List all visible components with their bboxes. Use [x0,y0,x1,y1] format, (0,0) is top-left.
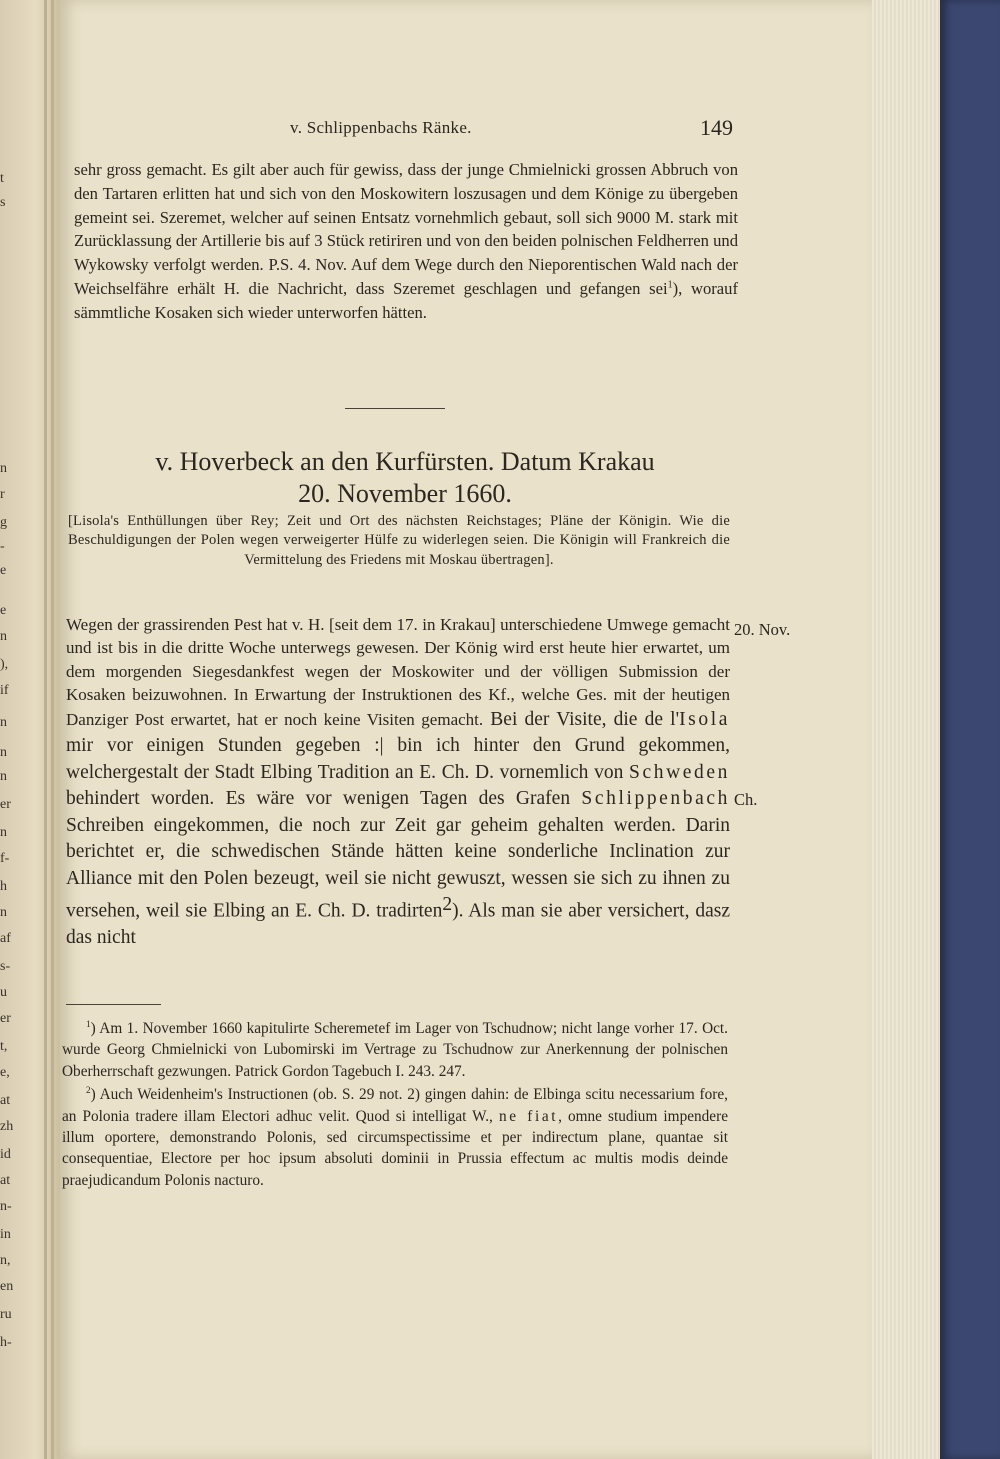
page-number: 149 [700,115,733,140]
letter-quote-c: behindert worden. Es wäre vor wenigen Tagen des Grafen [66,788,582,810]
left-page-fragment: n [0,769,7,784]
letter-summary-text: Wegen der grassirenden Pest hat v. H. [seit dem 17. in Krakau] unterschiedene Umwege gemacht und ist bis in die dritte Woche unterwegs gewesen. Der König wird erst heute hier erwartet, um dem morgenden Siegesdankfest wegen der Moskowiter und der völligen Submission der Kosaken beizuwohnen. In Erwartung der Instruktionen des Kf., welche Ges. mit der heutigen Danziger Post erwartet, hat er noch keine Visiten gemacht. [66,615,730,729]
footnote-2-mark: 2 [86,1085,91,1096]
left-page-fragment: g [0,515,7,530]
letter-name-schweden: Schweden [629,761,730,783]
left-page-fragment: n [0,825,7,840]
left-page-fragment: ru [0,1307,12,1322]
letter-quote-b: mir vor einigen Stunden gegeben :| bin ich hinter den Grund gekommen, welchergestalt der Stadt Elbing Tradition an E. Ch. D. vornemlich von [66,735,730,783]
left-page-fragment: h [0,879,7,894]
footnote-2-spaced: ne fiat [498,1107,559,1125]
footnotes [62,1018,728,1193]
left-page-fragment: u [0,985,7,1000]
left-page-fragment: h- [0,1335,12,1350]
left-page-fragment: e, [0,1065,10,1080]
letter-quote-a: Bei der Visite, die de l' [483,708,680,730]
left-page-fragment: t [0,171,4,186]
left-page-fragment: at [0,1093,11,1108]
left-page-fragment: af [0,931,11,946]
left-page-fragment: en [0,1279,14,1294]
left-page-fragment: n- [0,1199,12,1214]
left-page-fragment: s [0,195,6,210]
left-page-fragment: if [0,683,9,698]
section-summary: [Lisola's Enthüllungen über Rey; Zeit und Ort des nächsten Reichstages; Pläne der Königin. Wie die Beschuldigungen der Polen wegen verweigerter Hülfe zu widerlegen seien. Die Königin will Frankreich die Vermittelung des Friedens mit Moskau übertragen]. [68,513,730,568]
letter-name-isola: Isola [679,708,730,730]
left-page-fragment: - [0,539,5,554]
letter-quote-e: ). Als man sie aber versichert, dasz das nicht [66,900,730,948]
left-page-fragment: er [0,797,11,812]
footnote-2 [62,1084,728,1191]
footnote-ref-1: 1 [667,279,673,291]
left-page-fragment: id [0,1147,11,1162]
footnote-1 [62,1018,728,1082]
footnote-2-text-a: ) Auch Weidenheim's Instructionen (ob. S. 29 not. 2) gingen dahin: de Elbinga scitu necessarium fore, an Polonia tradere illam Electori adhuc velit. Quod si intelligat W., [62,1086,728,1125]
left-page-fragment: er [0,1011,11,1026]
left-page-fragment: n [0,745,7,760]
left-page-fragment: n [0,905,7,920]
page-block-edge [872,0,940,1459]
left-page-fragment: t, [0,1039,8,1054]
margin-note-ch: Ch. [734,790,758,809]
book-cover [940,0,1000,1459]
running-title: v. Schlippenbachs Ränke. [290,118,472,137]
footnote-divider [66,1004,161,1005]
left-page-edge [0,0,60,1459]
section-divider [345,408,445,409]
left-page-fragment: ), [0,657,9,672]
left-page-fragment: e [0,563,7,578]
section-heading-line1: v. Hoverbeck an den Kurfürsten. Datum Krakau [155,447,655,476]
paragraph-intro [74,158,738,325]
footnote-2-text-b: , omne studium impendere illum oportere, demonstrando Polonis, sed circumspectissime et per indirectum plane, quantae sit consequentiae, Electore per hoc ipsum absoluti dominii in Prussia effectum ac multis modis deinde praejudicandum Polonis nacturo. [62,1107,728,1189]
left-page-fragment: n [0,715,7,730]
paragraph-intro-text: sehr gross gemacht. Es gilt aber auch für gewiss, dass der junge Chmielnicki grossen Abbruch von den Tartaren erlitten hat und sich von den Moskowitern loszusagen und dem Könige zu übergeben gemeint sei. Szeremet, welcher auf seinen Entsatz vornehmlich gebaut, soll sich 9000 M. stark mit Zurücklassung der Artillerie bis auf 3 Stück retiriren und von den beiden polnischen Feldherren und Wykowsky verfolgt werden. P.S. 4. Nov. Auf dem Wege durch den Nieporentischen Wald nach der Weichselfähre erhält H. die Nachricht, dass Szeremet geschlagen und gefangen sei [74,160,738,298]
left-page-fragment: n [0,461,7,476]
footnote-1-text: ) Am 1. November 1660 kapitulirte Scheremetef im Lager von Tschudnow; nicht lange vorher 17. Oct. wurde Georg Chmielnicki von Lubomirski im Vertrage zu Tschudnow zur Anerkennung der polnischen Oberherrschaft gezwungen. Patrick Gordon Tagebuch I. 243. 247. [62,1020,728,1080]
left-page-fragment: in [0,1227,11,1242]
left-page-fold-line [51,0,54,1459]
left-page-fragment: n, [0,1253,11,1268]
letter-quote-d: Schreiben eingekommen, die noch zur Zeit gar geheim gehalten werden. Darin berichtet er, die schwedischen Stände hätten keine sonderliche Inclination zur Alliance mit den Polen bezeugt, weil sie nicht gewuszt, wessen sie sich zu ihnen zu versehen, weil sie Elbing an E. Ch. D. tradirten [66,814,730,922]
margin-note-date: 20. Nov. [734,620,791,639]
letter-body [66,613,730,951]
left-page-fragment: f- [0,851,10,866]
left-page-fragment: r [0,487,5,502]
footnote-1-mark: 1 [86,1018,91,1029]
section-heading-line2: 20. November 1660. [298,479,512,508]
footnote-ref-2: 2 [442,894,453,916]
paragraph-intro-end: ), worauf sämmtliche Kosaken sich wieder unterworfen hätten. [74,278,738,322]
left-page-fragment: at [0,1173,11,1188]
section-heading [100,446,710,510]
left-page-fold-line [44,0,47,1459]
left-page-fragment: n [0,629,7,644]
letter-name-schlippenbach: Schlippenbach [581,788,730,810]
left-page-fragment: zh [0,1119,14,1134]
left-page-fragment: e [0,603,7,618]
left-page-fragment: s- [0,959,11,974]
